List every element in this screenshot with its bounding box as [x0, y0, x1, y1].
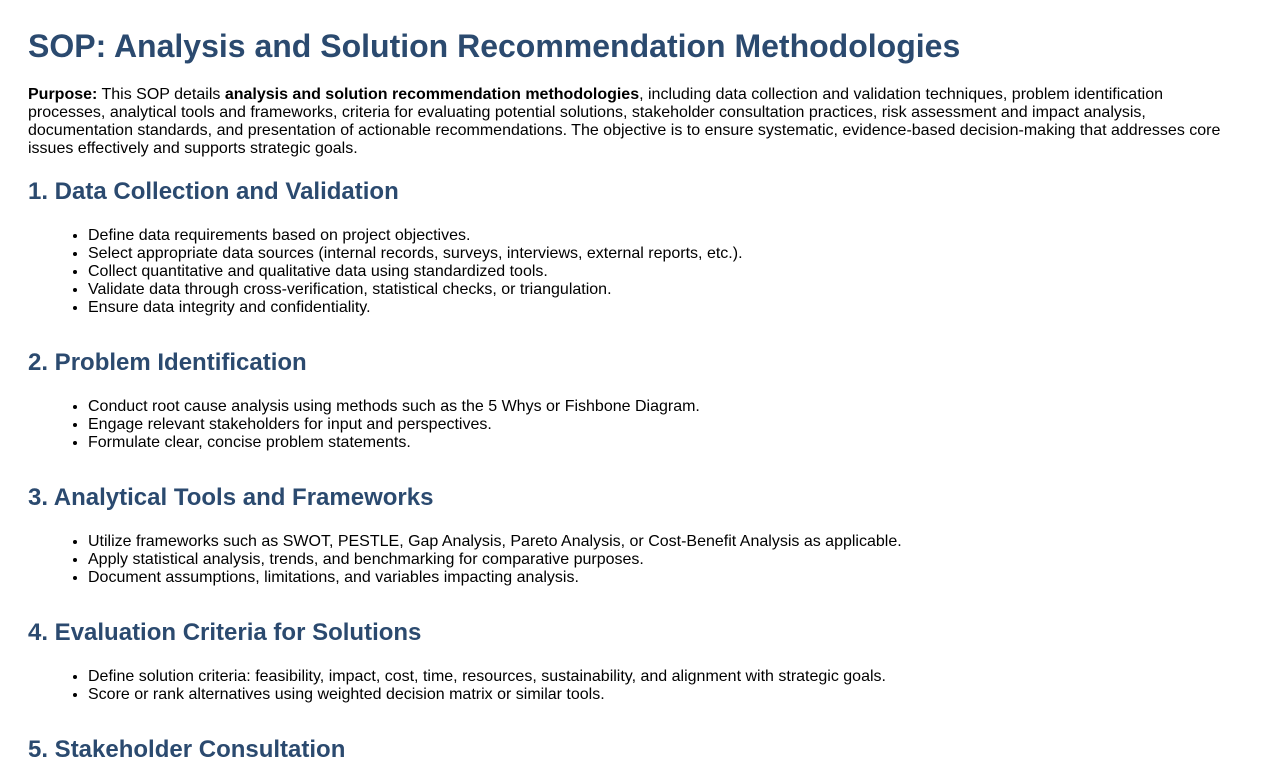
- list-item: • Ensure data integrity and confidentiality.: [88, 299, 1235, 317]
- section-heading: 1. Data Collection and Validation: [28, 178, 399, 205]
- section-heading: 3. Analytical Tools and Frameworks: [28, 484, 434, 511]
- bullet-list: [28, 533, 1235, 587]
- purpose-text-body: , including data collection and validation techniques, problem identification processes, analytical tools and frameworks, criteria for evaluating potential solutions, stakeholder consultation practices, risk assessment and impact analysis, documentation standards, and presentation of actionable recommendations. The objective is to ensure systematic, evidence-based decision-making that addresses core issues effectively and supports strategic goals.: [28, 86, 1221, 157]
- list-item: • Validate data through cross-verification, statistical checks, or triangulation.: [88, 281, 1235, 299]
- list-item: • Define data requirements based on project objectives.: [88, 227, 1235, 245]
- section-evaluation-criteria: [28, 619, 1235, 704]
- section-heading: 5. Stakeholder Consultation: [28, 736, 346, 763]
- bullet-list: [28, 668, 1235, 704]
- purpose-emphasis: analysis and solution recommendation methodologies: [224, 86, 640, 103]
- list-item: • Formulate clear, concise problem statements.: [88, 434, 1235, 452]
- list-item: • Select appropriate data sources (internal records, surveys, interviews, external reports, etc.).: [88, 245, 1235, 263]
- section-stakeholder-consultation: [28, 736, 1235, 764]
- purpose-paragraph: [28, 86, 1235, 158]
- purpose-label: Purpose:: [28, 86, 98, 103]
- list-item: • Document assumptions, limitations, and variables impacting analysis.: [88, 569, 1235, 587]
- section-heading: 2. Problem Identification: [28, 349, 307, 376]
- section-problem-identification: [28, 349, 1235, 452]
- bullet-list: [28, 398, 1235, 452]
- list-item: • Conduct root cause analysis using methods such as the 5 Whys or Fishbone Diagram.: [88, 398, 1235, 416]
- bullet-list: [28, 227, 1235, 317]
- purpose-text-intro: This SOP details: [97, 86, 225, 103]
- section-heading: 4. Evaluation Criteria for Solutions: [28, 619, 422, 646]
- section-data-collection: [28, 178, 1235, 317]
- list-item: • Define solution criteria: feasibility, impact, cost, time, resources, sustainability, and alignment with strategic goals.: [88, 668, 1235, 686]
- list-item: • Apply statistical analysis, trends, and benchmarking for comparative purposes.: [88, 551, 1235, 569]
- list-item: • Engage relevant stakeholders for input and perspectives.: [88, 416, 1235, 434]
- list-item: • Collect quantitative and qualitative data using standardized tools.: [88, 263, 1235, 281]
- list-item: • Utilize frameworks such as SWOT, PESTLE, Gap Analysis, Pareto Analysis, or Cost-Benefit Analysis as applicable.: [88, 533, 1235, 551]
- page-title: SOP: Analysis and Solution Recommendation Methodologies: [28, 28, 961, 64]
- list-item: • Score or rank alternatives using weighted decision matrix or similar tools.: [88, 686, 1235, 704]
- section-analytical-tools: [28, 484, 1235, 587]
